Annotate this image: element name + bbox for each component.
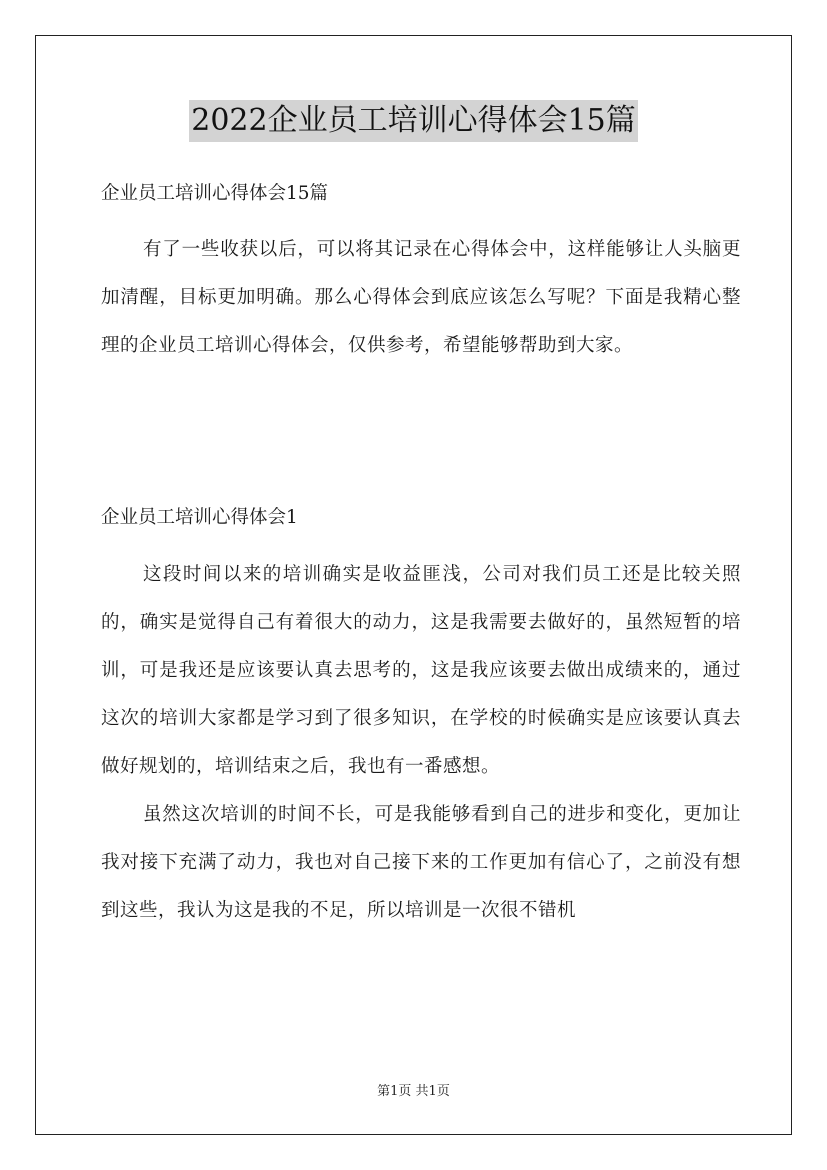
document-subtitle: 企业员工培训心得体会15篇 [101,183,329,204]
body-paragraph-2: 虽然这次培训的时间不长，可是我能够看到自己的进步和变化，更加让我对接下充满了动力，我也对自己接下来的工作更加有信心了，之前没有想到这些，我认为这是我的不足，所以培训是一次很不错机 [101,804,741,921]
section-body [101,551,741,935]
body-paragraph-1: 这段时间以来的培训确实是收益匪浅，公司对我们员工还是比较关照的，确实是觉得自己有着很大的动力，这是我需要去做好的，虽然短暂的培训，可是我还是应该要认真去思考的，这是我应该要去做出成绩来的，通过这次的培训大家都是学习到了很多知识，在学校的时候确实是应该要认真去做好规划的，培训结束之后，我也有一番感想。 [101,564,741,777]
section-heading: 企业员工培训心得体会1 [101,507,298,528]
page-footer: 第1页 共1页 [377,1084,450,1099]
document-title [0,100,827,142]
title-text: 2022企业员工培训心得体会15篇 [189,100,638,142]
intro-section [101,226,741,370]
intro-paragraph: 有了一些收获以后，可以将其记录在心得体会中，这样能够让人头脑更加清醒，目标更加明确。那么心得体会到底应该怎么写呢？下面是我精心整理的企业员工培训心得体会，仅供参考，希望能够帮助到大家。 [101,239,741,356]
